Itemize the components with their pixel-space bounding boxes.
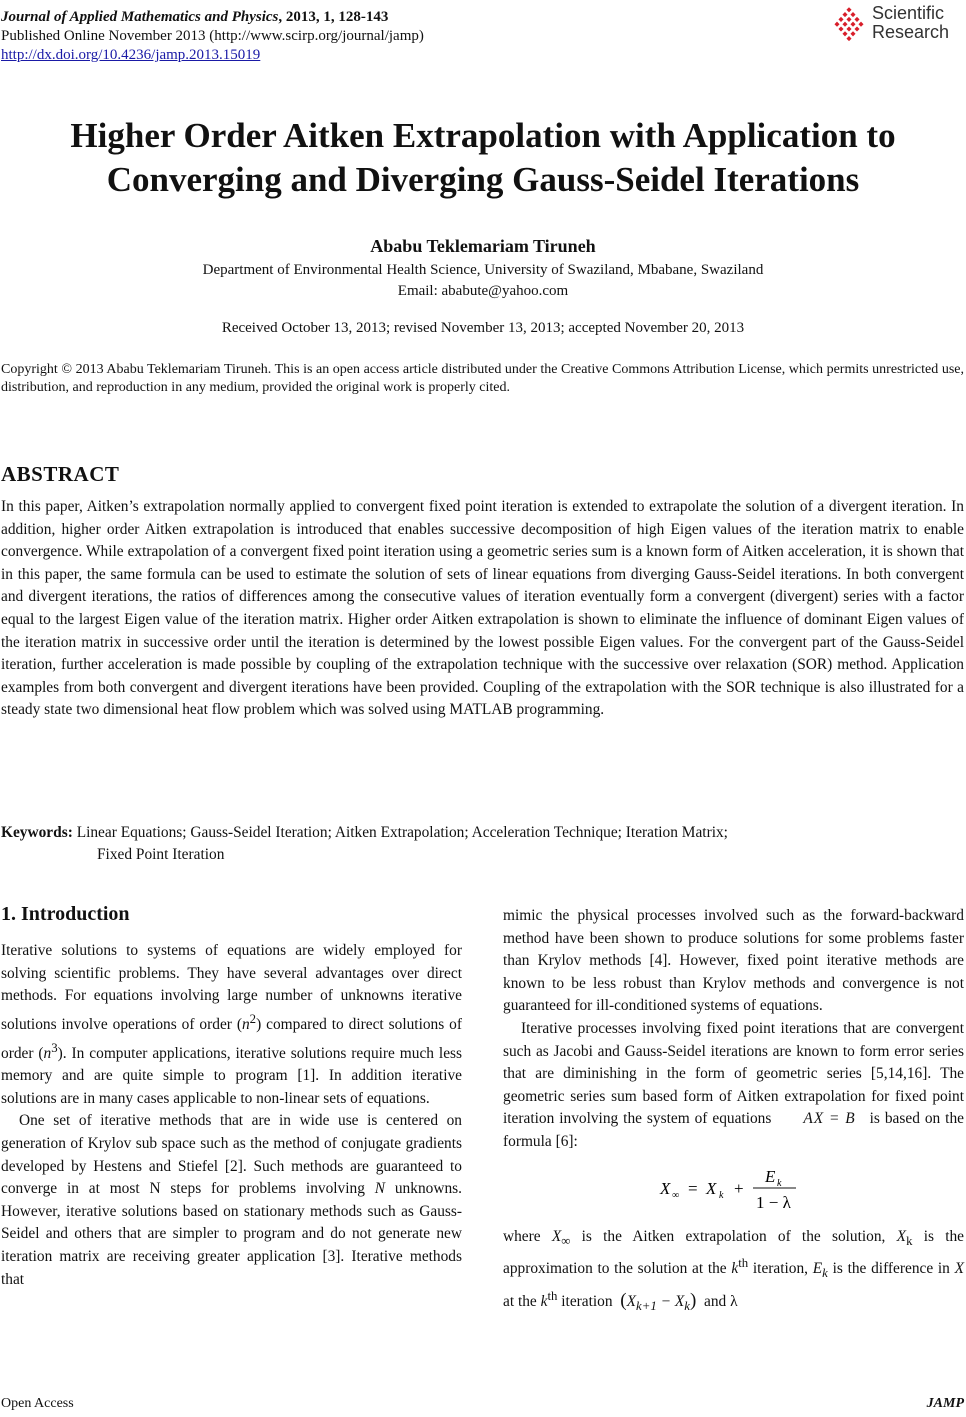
logo-dot (850, 12, 855, 17)
intro-paragraph-5: where $X_\infty$ is the Aitken extrapolation of the solution, $X_k$ is the approximation to the solution at the $k^{th}$ iteration, $E_k$ is the difference in X at the $k^{th}$ iteration $(X_{k+1} - X_k)$ and λ (503, 1227, 965, 1314)
logo-dot (846, 36, 851, 41)
formula-numerator: E (765, 1166, 776, 1186)
logo-dot (854, 17, 859, 22)
journal-header (1, 8, 424, 65)
logo-dot (846, 7, 851, 12)
formula-lhs: X (660, 1178, 671, 1198)
formula-denominator: 1 − λ (756, 1192, 791, 1212)
paper-title (0, 114, 966, 202)
logo-dot (854, 26, 859, 31)
intro-paragraph-2: One set of iterative methods that are in wide use is centered on generation of Krylov sub space such as the method of conjugate gradients developed by Hestens and Stiefel [2]. Such methods are guaranteed to converge in at most N steps for problems involving N unknowns. However, iterative solutions based on stationary methods such as Gauss-Seidel and others that are simpler to program and do not generate new iteration matrix are receiving greater application [3]. Iterative methods that (1, 1112, 462, 1288)
footer-open-access: Open Access (1, 1396, 74, 1411)
publisher-logo (832, 3, 962, 43)
keywords-label: Keywords: (1, 824, 73, 841)
logo-dot (846, 17, 851, 22)
affiliation: Department of Environmental Health Science, University of Swaziland, Mbabane, Swaziland (202, 262, 764, 278)
doi-link[interactable]: http://dx.doi.org/10.4236/jamp.2013.15019 (1, 47, 261, 63)
logo-text-line2: Research (872, 22, 950, 42)
keywords-line-1: Linear Equations; Gauss-Seidel Iteration; Aitken Extrapolation; Acceleration Technique; Iteration Matrix; (76, 824, 728, 841)
published-line: Published Online November 2013 (http://www.scirp.org/journal/jamp) (1, 28, 424, 44)
logo-dot (834, 22, 839, 27)
copyright-notice: Copyright © 2013 Ababu Teklemariam Tiruneh. This is an open access article distributed under the Creative Commons Attribution License, which permits unrestricted use, distribution, and reproduction in any medium, provided the original work is properly cited. (1, 362, 964, 395)
author-email: Email: ababute@yahoo.com (397, 283, 569, 299)
inline-equation: AX = B (803, 1110, 856, 1128)
logo-text-line1: Scientific (872, 3, 945, 23)
logo-dot (842, 22, 847, 27)
logo-dot (850, 22, 855, 27)
logo-dot (838, 26, 843, 31)
formula-lhs-sub: ∞ (672, 1189, 680, 1201)
formula-xk-sub: k (719, 1189, 724, 1201)
affiliation-block (0, 260, 966, 302)
journal-name: Journal of Applied Mathematics and Physics (1, 9, 279, 25)
footer-journal-abbrev: JAMP (926, 1396, 964, 1411)
intro-paragraph-4: Iterative processes involving fixed point iterations that are convergent such as Jacobi and Gauss-Seidel iterations are known to form error series that are diminishing in the form of geometric series [5,14,16]. The geometric series sum based form of Aitken extrapolation for fixed point iteration involving the system of equations AX = B is based on the formula [6]: (503, 1019, 964, 1150)
intro-paragraph-3: mimic the physical processes involved such as the forward-backward method have been shown to produce solutions for some problems faster than Krylov methods [4]. However, fixed point iterative methods are known to be less robust than Krylov methods and convergence is not guaranteed for ill-conditioned systems of equations. (503, 907, 964, 1015)
section-heading-introduction: 1. Introduction (1, 903, 130, 925)
journal-volume: , 2013, 1, 128-143 (278, 9, 389, 25)
aitken-formula (503, 1160, 964, 1216)
logo-dot (842, 12, 847, 17)
title-line-1: Higher Order Aitken Extrapolation with Application to (70, 116, 896, 155)
abstract-heading: ABSTRACT (1, 462, 120, 486)
formula-equals: = (688, 1178, 698, 1198)
abstract-text: In this paper, Aitken’s extrapolation normally applied to convergent fixed point iteration is extended to extrapolate the solution of a divergent iteration. In addition, higher order Aitken extrapolation is introduced that enables successive decomposition of high Eigen values of the iteration matrix to enable convergence. While extrapolation of a convergent fixed point iteration using a geometric series sum is a known form of Aitken acceleration, it is shown that in this paper, the same formula can be used to estimate the solution of sets of linear equations from diverging Gauss-Seidel iterations. In both convergent and divergent iterations, the ratios of differences among the consecutive values of iteration eventually form a convergent (divergent) series with a factor equal to the largest Eigen value of the iteration matrix. Higher order Aitken extrapolation is shown to eliminate the influence of dominant Eigen values of the iteration matrix in successive order until the iteration is determined by the lowest possible Eigen values. For the convergent part of the Gauss-Seidel iteration, further acceleration is made possible by coupling of the extrapolation technique with the successive over relaxation (SOR) method. Application examples from both convergent and divergent iterations have been provided. Coupling of the extrapolation with the SOR technique is also illustrated for a steady state two dimensional heat flow problem which was solved using MATLAB programming. (1, 498, 964, 719)
intro-paragraph-1: Iterative solutions to systems of equations are widely employed for solving scientific problems. They have several advantages over direct methods. For equations involving large number of unknowns iterative solutions involve operations of order $(n^2)$ compared to direct solutions of order $(n^3)$. In computer applications, iterative solutions require much less memory and are quite simple to program [1]. In addition iterative solutions are in many cases applicable to non-linear sets of equations. (1, 942, 463, 1107)
right-column (503, 905, 964, 1318)
title-line-2: Converging and Diverging Gauss-Seidel Iterations (106, 160, 860, 199)
logo-dot (850, 31, 855, 36)
formula-graphic (658, 1160, 808, 1216)
formula-numerator-sub: k (777, 1177, 782, 1189)
logo-dot (858, 22, 863, 27)
logo-dot (846, 26, 851, 31)
formula-xk: X (706, 1178, 717, 1198)
left-column (1, 940, 462, 1291)
received-dates: Received October 13, 2013; revised November 13, 2013; accepted November 20, 2013 (221, 320, 745, 336)
keywords-line-2: Fixed Point Iteration (97, 846, 225, 863)
logo-dot (842, 31, 847, 36)
formula-plus: + (734, 1178, 744, 1198)
author-name: Ababu Teklemariam Tiruneh (370, 236, 596, 256)
keywords (1, 822, 964, 866)
logo-dot (838, 17, 843, 22)
scirp-diamond-icon (832, 6, 868, 42)
